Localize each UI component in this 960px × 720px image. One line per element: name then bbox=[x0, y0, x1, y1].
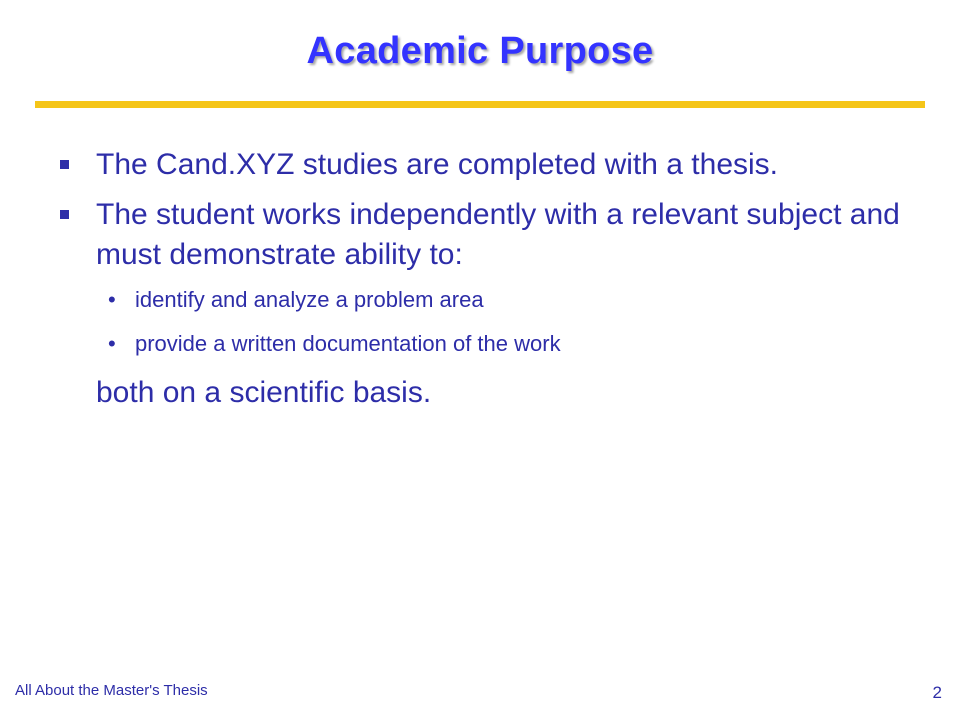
slide-title: Academic Purpose bbox=[306, 30, 654, 72]
sub-bullet-item bbox=[60, 329, 920, 359]
slide-content bbox=[60, 145, 920, 413]
square-bullet-icon bbox=[60, 160, 69, 169]
dot-bullet-icon: • bbox=[108, 331, 116, 356]
bullet-text: The student works independently with a relevant subject and must demonstrate ability to: bbox=[96, 198, 900, 271]
square-bullet-icon bbox=[60, 210, 69, 219]
bullet-item bbox=[60, 145, 920, 185]
page-number: 2 bbox=[932, 683, 942, 702]
footer-title: All About the Master's Thesis bbox=[15, 682, 208, 699]
bullet-item bbox=[60, 195, 920, 275]
sub-bullet-text: provide a written documentation of the work bbox=[135, 331, 561, 356]
continuation-text: both on a scientific basis. bbox=[96, 376, 432, 409]
dot-bullet-icon: • bbox=[108, 287, 116, 312]
bullet-text: The Cand.XYZ studies are completed with a thesis. bbox=[96, 148, 779, 181]
sub-bullet-item bbox=[60, 285, 920, 315]
title-divider bbox=[35, 101, 925, 108]
sub-bullet-text: identify and analyze a problem area bbox=[135, 287, 484, 312]
